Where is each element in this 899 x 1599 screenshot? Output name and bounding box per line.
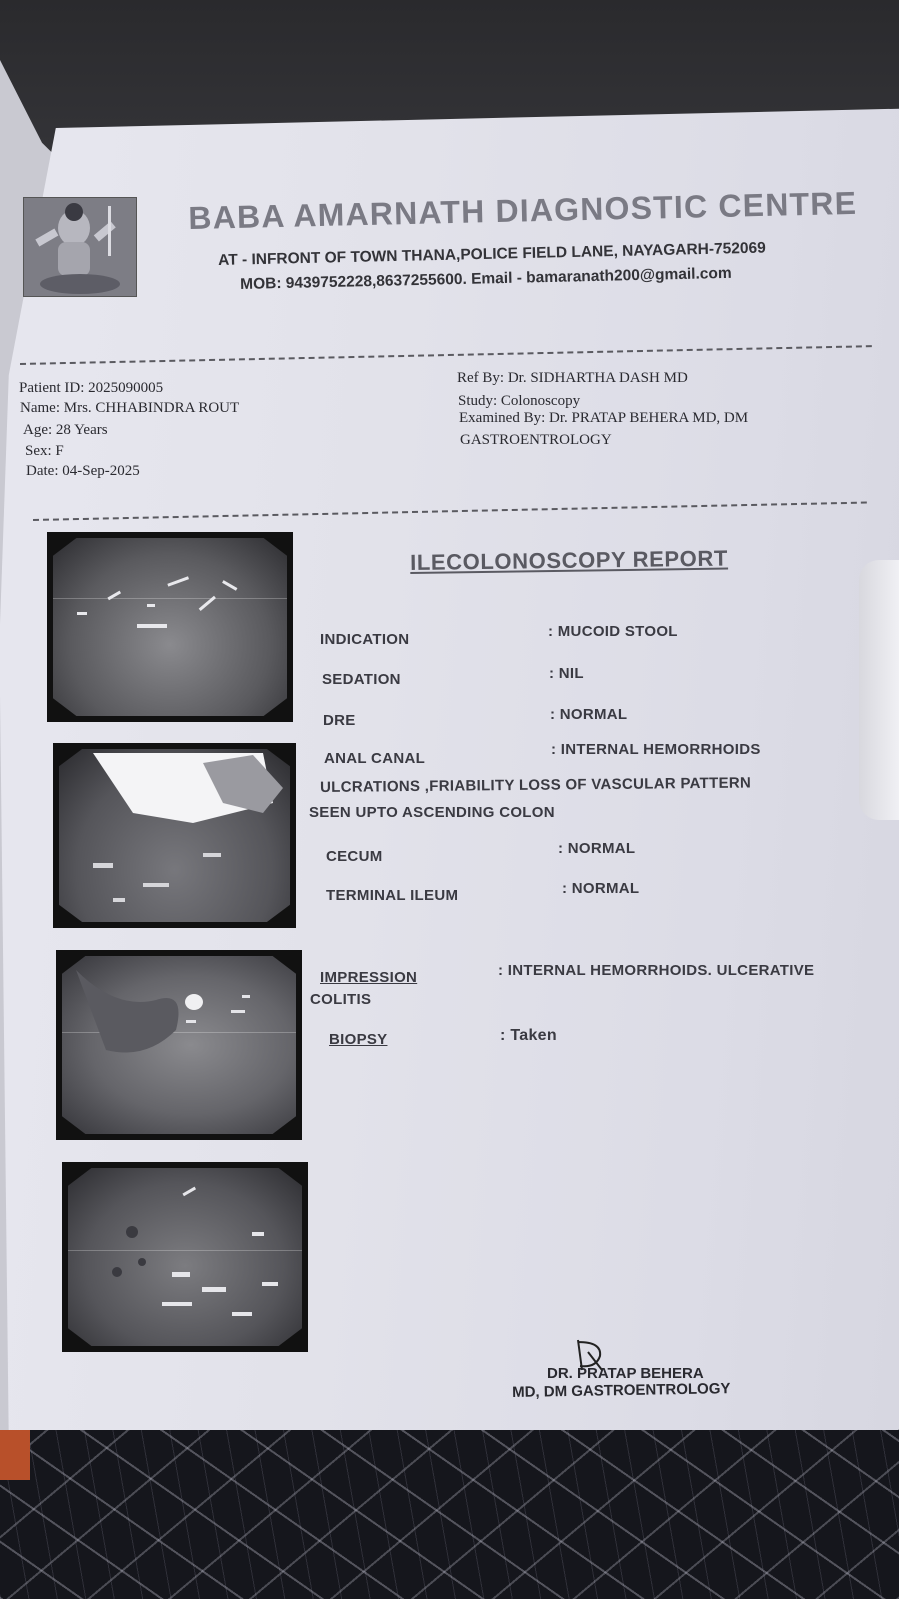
- finding-label: SEDATION: [322, 671, 401, 688]
- finding-value: : NORMAL: [562, 880, 640, 897]
- plastic-wrap: [859, 560, 899, 820]
- finding-value: : INTERNAL HEMORRHOIDS: [551, 741, 761, 758]
- centre-logo: [23, 197, 137, 297]
- background-cloth-accent: [0, 1430, 30, 1480]
- report-date: Date: 04-Sep-2025: [26, 463, 140, 479]
- patient-id: Patient ID: 2025090005: [19, 380, 164, 396]
- referred-by: Ref By: Dr. SIDHARTHA DASH MD: [457, 370, 688, 386]
- background-cloth: [0, 1430, 899, 1599]
- patient-age: Age: 28 Years: [23, 422, 108, 438]
- study-type: Study: Colonoscopy: [458, 393, 581, 409]
- patient-name: Name: Mrs. CHHABINDRA ROUT: [20, 400, 240, 416]
- signatory-credentials: MD, DM GASTROENTROLOGY: [512, 1380, 731, 1401]
- patient-sex: Sex: F: [25, 443, 64, 459]
- signatory-name: DR. PRATAP BEHERA: [547, 1365, 704, 1382]
- finding-value: : NIL: [549, 665, 584, 682]
- mucosa-highlights-icon: [47, 532, 293, 722]
- impression-continued: COLITIS: [310, 991, 372, 1008]
- endoscopy-image-2: [53, 743, 296, 928]
- finding-note: SEEN UPTO ASCENDING COLON: [309, 804, 555, 821]
- endoscopy-image-3: [56, 950, 302, 1140]
- finding-label: INDICATION: [320, 631, 410, 648]
- mucosa-highlights-icon: [53, 743, 296, 928]
- centre-address: AT - INFRONT OF TOWN THANA,POLICE FIELD LANE, NAYAGARH-752069: [218, 239, 766, 269]
- mucosa-highlights-icon: [62, 1162, 308, 1352]
- centre-contact: MOB: 9439752228,8637255600. Email - bamaranath200@gmail.com: [240, 264, 732, 293]
- finding-label: ANAL CANAL: [324, 750, 426, 767]
- finding-value: : NORMAL: [550, 706, 628, 723]
- finding-label: TERMINAL ILEUM: [326, 887, 459, 904]
- centre-name: BABA AMARNATH DIAGNOSTIC CENTRE: [188, 184, 858, 236]
- department: GASTROENTROLOGY: [460, 432, 612, 448]
- finding-value: : NORMAL: [558, 840, 636, 857]
- examined-by: Examined By: Dr. PRATAP BEHERA MD, DM: [459, 410, 749, 426]
- endoscopy-image-4: [62, 1162, 308, 1352]
- finding-value: : MUCOID STOOL: [548, 623, 678, 640]
- biopsy-label: BIOPSY: [329, 1031, 388, 1048]
- deity-logo-image: [24, 198, 136, 296]
- finding-label: CECUM: [326, 848, 383, 865]
- finding-note: ULCRATIONS ,FRIABILITY LOSS OF VASCULAR PATTERN: [320, 774, 752, 796]
- finding-label: DRE: [323, 712, 356, 729]
- mucosa-highlights-icon: [56, 950, 302, 1140]
- impression-label: IMPRESSION: [320, 969, 418, 986]
- biopsy-value: : Taken: [500, 1027, 557, 1044]
- impression-value: : INTERNAL HEMORRHOIDS. ULCERATIVE: [498, 962, 815, 979]
- report-title: ILECOLONOSCOPY REPORT: [410, 545, 729, 575]
- endoscopy-image-1: [47, 532, 293, 722]
